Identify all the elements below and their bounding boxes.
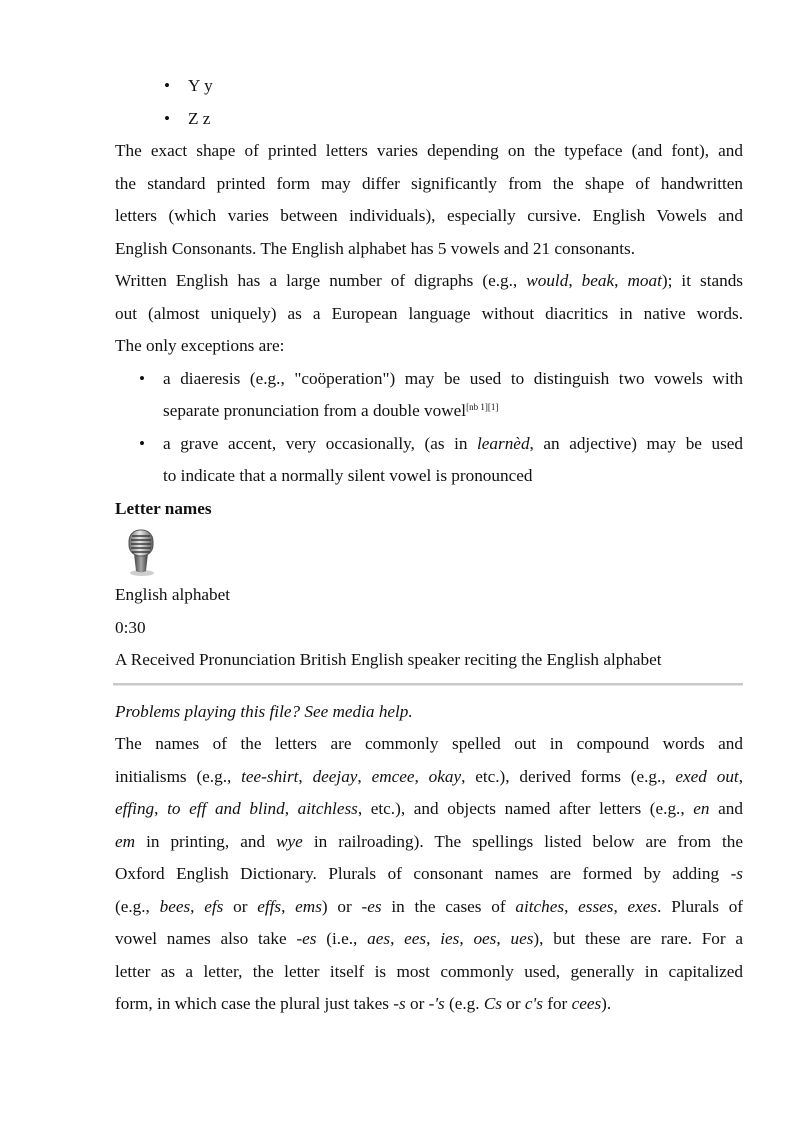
list-item: • Z z [115, 103, 743, 136]
paragraph-line: The names of the letters are commonly spelled out in compound words and [115, 734, 743, 753]
paragraph-line: Oxford English Dictionary. Plurals of consonant names are formed by adding -s [115, 864, 743, 883]
letter-names-paragraph [115, 728, 743, 1021]
paragraph-line: vowel names also take -es (i.e., aes, ees, ies, oes, ues), but these are rare. For a [115, 929, 744, 948]
digraphs-paragraph [115, 265, 743, 363]
paragraph-line: letters (which varies between individuals), especially cursive. English Vowels and [115, 206, 743, 225]
divider [113, 683, 743, 686]
link-would[interactable]: would [526, 271, 569, 290]
link-beak[interactable]: beak [581, 271, 615, 290]
list-item: • Y y [115, 70, 743, 103]
microphone-icon[interactable] [120, 527, 158, 577]
paragraph-line: English Consonants. The English alphabet has 5 vowels and 21 consonants. [115, 238, 636, 258]
media-caption: A Received Pronunciation British English speaker reciting the English alphabet [115, 650, 662, 669]
typeface-paragraph [115, 135, 743, 265]
paragraph-line: the standard printed form may differ significantly from the shape of handwritten [115, 173, 743, 193]
paragraph-line: letter as a letter, the letter itself is most commonly used, generally in capitalized [115, 961, 743, 981]
document-page [115, 70, 743, 1021]
paragraph-line: The only exceptions are: [115, 336, 285, 355]
media-help-link[interactable]: Problems playing this file? See media help. [115, 701, 413, 721]
section-heading: Letter names [115, 498, 212, 518]
paragraph-line: initialisms (e.g., tee-shirt, deejay, emcee, okay, etc.), derived forms (e.g., exed out, [115, 766, 744, 786]
media-duration: 0:30 [115, 617, 146, 637]
exceptions-list [115, 363, 743, 493]
paragraph-line: Written English has a large number of digraphs (e.g., would, beak, moat); it stands [115, 271, 743, 290]
list-item: • a grave accent, very occasionally, (as in learnèd, an adjective) may be used to indicate that a normally silent vowel is pronounced [115, 428, 743, 493]
link-moat[interactable]: moat [627, 271, 662, 290]
paragraph-line: out (almost uniquely) as a European language without diacritics in native words. [115, 303, 743, 323]
paragraph-line: effing, to eff and blind, aitchless, etc.), and objects named after letters (e.g., en and [115, 799, 743, 818]
footnote-reference[interactable]: [nb 1][1] [466, 402, 499, 412]
media-title: English alphabet [115, 585, 231, 604]
paragraph-line: form, in which case the plural just takes -s or -'s (e.g. Cs or c's for cees). [115, 994, 612, 1013]
list-item: • a diaeresis (e.g., "coöperation") may be used to distinguish two vowels with separate pronunciation from a double vowel[nb 1][1] [115, 363, 743, 428]
paragraph-line: (e.g., bees, efs or effs, ems) or -es in the cases of aitches, esses, exes. Plurals of [115, 896, 744, 916]
alphabet-list [115, 70, 743, 135]
media-player[interactable] [120, 525, 743, 579]
paragraph-line: em in printing, and wye in railroading). The spellings listed below are from the [115, 831, 743, 851]
paragraph-line: The exact shape of printed letters varies depending on the typeface (and font), and [115, 141, 743, 160]
